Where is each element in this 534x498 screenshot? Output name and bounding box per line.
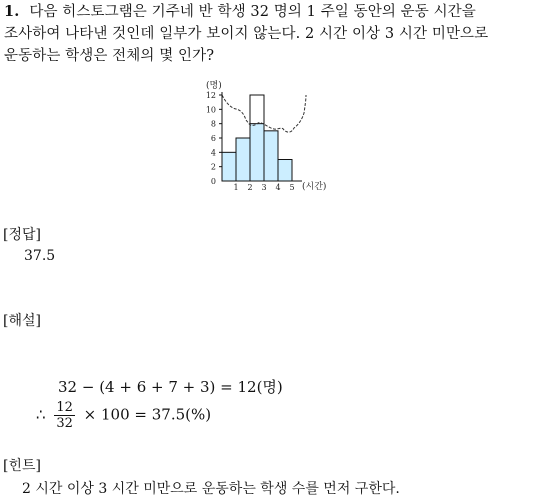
hint-text: 2 시간 이상 3 시간 미만으로 운동하는 학생 수를 먼저 구한다.: [22, 481, 400, 497]
histogram-bar-5: [278, 160, 292, 182]
formula-result: × 100 = 37.5(%): [83, 405, 212, 424]
y-tick-label: 6: [210, 134, 216, 143]
x-tick-label: 5: [289, 183, 295, 192]
fraction-numerator: 12: [56, 400, 73, 415]
answer-label: [정답]: [3, 227, 41, 243]
x-unit-label: (시간): [302, 182, 327, 192]
question-line-3: 운동하는 학생은 전체의 몇 인가?: [4, 48, 215, 64]
answer-value: 37.5: [24, 248, 56, 264]
question-line-2: 조사하여 나타낸 것인데 일부가 보이지 않는다. 2 시간 이상 3 시간 미만으로: [4, 26, 489, 42]
y-tick-label: 2: [210, 162, 216, 172]
y-tick-label: 12: [205, 91, 216, 100]
explanation-label: [해설]: [3, 313, 41, 329]
histogram-bar-4: [264, 131, 278, 181]
therefore-symbol: ∴: [36, 405, 46, 424]
question-line-1: [4, 2, 476, 22]
x-tick-label: 3: [261, 183, 267, 192]
histogram-bar-1: [222, 152, 236, 181]
x-tick-label: 4: [275, 183, 281, 192]
x-tick-label: 1: [233, 183, 239, 192]
y-unit-label: (명): [206, 81, 222, 91]
explanation-formula-2: [36, 400, 211, 431]
question-text-1: 다음 히스토그램은 기주네 반 학생 32 명의 1 주일 동안의 운동 시간을: [29, 4, 476, 20]
hint-label: [힌트]: [3, 458, 41, 474]
histogram-bar-2: [236, 138, 250, 181]
fraction: [54, 400, 75, 431]
fraction-denominator: 32: [56, 416, 73, 431]
explanation-formula-1: 32 − (4 + 6 + 7 + 3) = 12(명): [58, 378, 283, 396]
y-tick-label: 4: [210, 148, 216, 158]
x-tick-label: 2: [247, 183, 253, 192]
histogram-chart: [198, 78, 338, 193]
histogram-bar-hidden-visible-part: [250, 124, 264, 181]
question-number: 1.: [4, 3, 20, 20]
y-tick-label: 0: [210, 177, 216, 186]
y-tick-label: 8: [210, 119, 216, 129]
y-tick-label: 10: [205, 105, 216, 115]
